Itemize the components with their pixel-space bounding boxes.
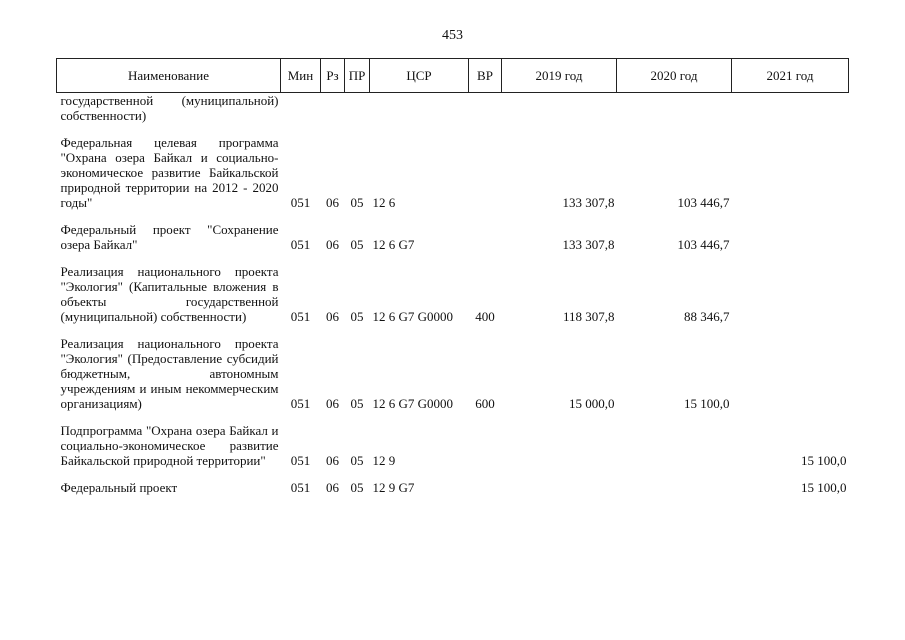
row-csr: 12 6 — [372, 195, 396, 210]
row-csr — [370, 93, 469, 136]
row-rz: 06 — [326, 195, 339, 210]
row-rz: 06 — [326, 480, 339, 495]
row-2019: 133 307,8 — [562, 237, 615, 252]
row-2020 — [617, 480, 732, 495]
row-vr: 600 — [475, 396, 495, 411]
row-vr — [469, 135, 502, 222]
row-name: Федеральный проект "Сохранение озера Байкал" — [60, 222, 279, 252]
table-row — [57, 135, 849, 222]
row-name: Федеральный проект — [60, 480, 178, 495]
header-pr: ПР — [345, 59, 370, 93]
header-2020: 2020 год — [617, 59, 732, 93]
row-csr: 12 6 G7 G0000 — [372, 309, 454, 324]
table-row — [57, 423, 849, 480]
row-pr — [345, 93, 370, 136]
row-2020: 15 100,0 — [684, 396, 730, 411]
table-row — [57, 480, 849, 495]
row-pr: 05 — [350, 237, 364, 252]
table-header — [57, 59, 849, 93]
row-min: 051 — [290, 237, 311, 252]
row-vr — [469, 222, 502, 264]
row-csr: 12 9 — [372, 453, 396, 468]
row-name: государственной (муниципальной) собственности) — [60, 93, 279, 123]
row-csr: 12 9 G7 — [372, 480, 415, 495]
header-rz: Рз — [321, 59, 345, 93]
row-2019: 118 307,8 — [562, 309, 615, 324]
row-2021 — [732, 93, 849, 136]
table-row — [57, 264, 849, 336]
row-min: 051 — [290, 480, 311, 495]
row-vr — [469, 93, 502, 136]
table-row — [57, 336, 849, 423]
row-rz: 06 — [326, 237, 339, 252]
header-vr: ВР — [469, 59, 502, 93]
row-csr: 12 6 G7 — [372, 237, 415, 252]
row-2021 — [732, 135, 849, 222]
row-pr: 05 — [350, 309, 364, 324]
row-2019: 133 307,8 — [562, 195, 615, 210]
row-2019: 15 000,0 — [569, 396, 615, 411]
row-pr: 05 — [350, 195, 364, 210]
table-body — [57, 93, 849, 496]
row-2020: 88 346,7 — [684, 309, 730, 324]
row-2021: 15 100,0 — [801, 453, 847, 468]
row-2021 — [732, 336, 849, 423]
budget-table — [56, 58, 849, 495]
header-csr: ЦСР — [370, 59, 469, 93]
header-2021: 2021 год — [732, 59, 849, 93]
row-2020: 103 446,7 — [677, 237, 730, 252]
row-min: 051 — [290, 396, 311, 411]
row-2021 — [732, 222, 849, 264]
row-2019 — [502, 423, 617, 480]
row-name: Федеральная целевая программа "Охрана озера Байкал и социально-экономическое развитие Байкальской природной территории на 2012 - 2020 годы" — [60, 135, 279, 210]
row-min: 051 — [290, 453, 311, 468]
row-min — [281, 93, 321, 136]
row-rz: 06 — [326, 309, 339, 324]
row-2020: 103 446,7 — [677, 195, 730, 210]
row-pr: 05 — [350, 480, 364, 495]
row-name: Реализация национального проекта "Экология" (Предоставление субсидий бюджетным, автономным учреждениям и иным некоммерческим организациям) — [60, 336, 279, 411]
row-pr: 05 — [350, 453, 364, 468]
row-pr: 05 — [350, 396, 364, 411]
header-2019: 2019 год — [502, 59, 617, 93]
table-row — [57, 222, 849, 264]
row-2020 — [617, 93, 732, 136]
row-vr — [469, 423, 502, 480]
row-csr: 12 6 G7 G0000 — [372, 396, 454, 411]
header-min: Мин — [281, 59, 321, 93]
row-name: Реализация национального проекта "Экология" (Капитальные вложения в объекты государственной (муниципальной) собственности) — [60, 264, 279, 324]
table-row — [57, 93, 849, 136]
row-rz: 06 — [326, 396, 339, 411]
page-number: 453 — [442, 28, 463, 43]
row-name: Подпрограмма "Охрана озера Байкал и социально-экономическое развитие Байкальской природной территории" — [60, 423, 279, 468]
row-min: 051 — [290, 195, 311, 210]
header-name: Наименование — [57, 59, 281, 93]
row-2019 — [502, 93, 617, 136]
row-2021 — [732, 264, 849, 336]
row-vr: 400 — [475, 309, 495, 324]
row-2021: 15 100,0 — [801, 480, 847, 495]
row-2019 — [502, 480, 617, 495]
row-rz — [321, 93, 345, 136]
row-min: 051 — [290, 309, 311, 324]
row-2020 — [617, 423, 732, 480]
row-rz: 06 — [326, 453, 339, 468]
row-vr — [469, 480, 502, 495]
